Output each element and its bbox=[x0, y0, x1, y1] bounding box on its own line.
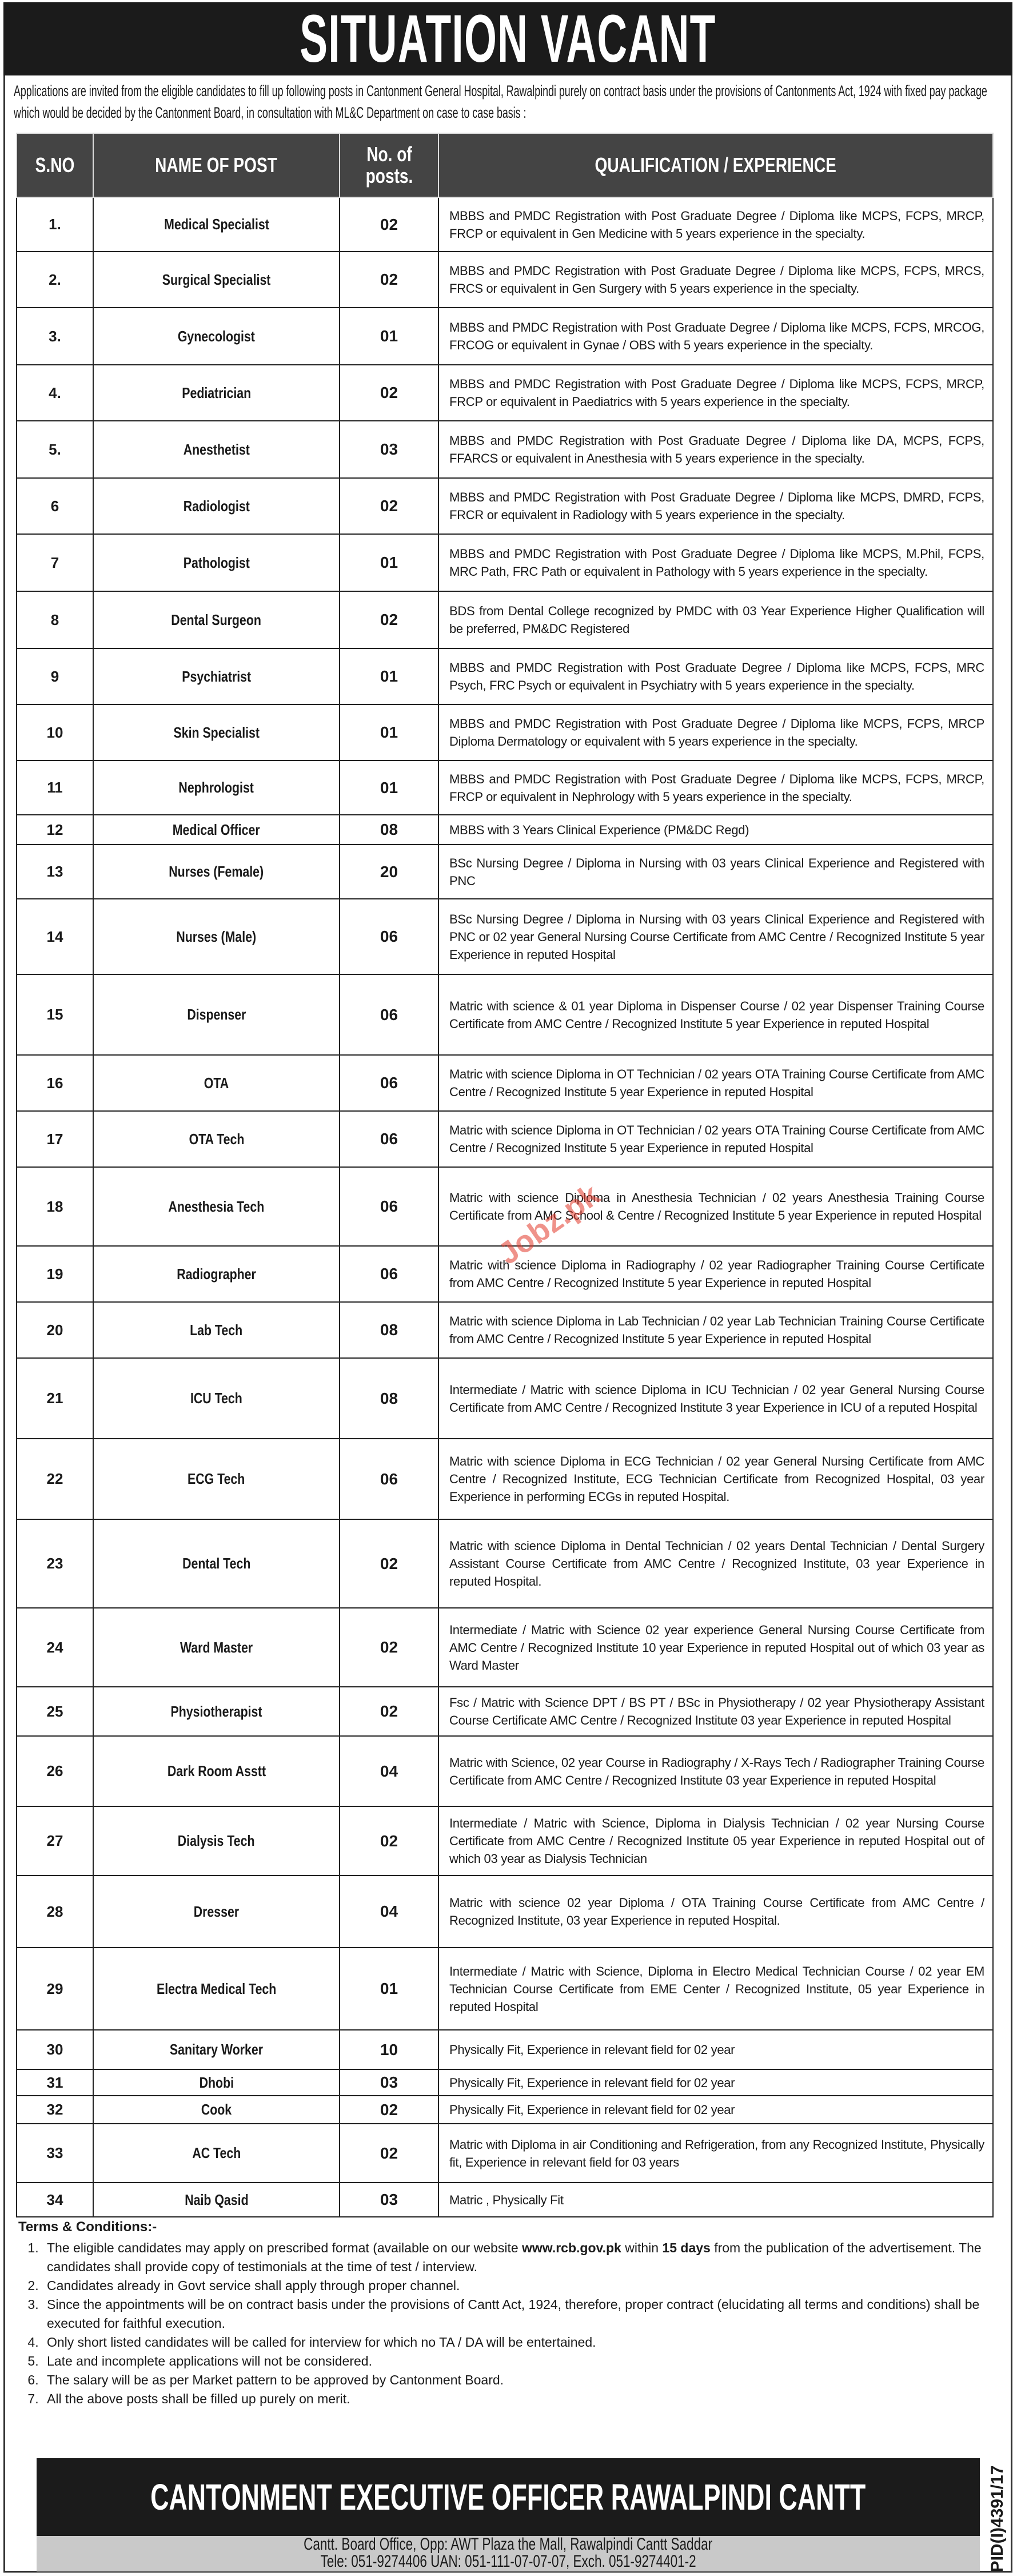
row-post-count: 01 bbox=[340, 648, 438, 704]
row-post-name: Radiographer bbox=[93, 1246, 340, 1302]
row-sno: 10 bbox=[17, 704, 93, 761]
row-sno: 12 bbox=[17, 815, 93, 845]
row-qualification: Matric with science Diploma in Radiography / 02 year Radiographer Training Course Certificate from AMC Centre / Recognized Institute 5 year Experience in reputed Hospital bbox=[438, 1246, 993, 1302]
row-qualification: Intermediate / Matric with Science, Diploma in Dialysis Technician / 02 year Nursing Course Certificate from AMC Centre / Recognized Institute 05 year Experience in reputed Hospital out of which 03 year as Dialysis Technician bbox=[438, 1806, 993, 1876]
row-qualification: Physically Fit, Experience in relevant field for 02 year bbox=[438, 2096, 993, 2124]
row-post-count: 02 bbox=[340, 1806, 438, 1876]
row-post-name: Medical Officer bbox=[93, 815, 340, 845]
table-row bbox=[17, 899, 993, 974]
row-post-name: ECG Tech bbox=[93, 1439, 340, 1519]
row-qualification: Matric with science Diploma in ECG Technician / 02 year General Nursing Certificate from AMC Centre / Recognized Institute, ECG Technician Certificate from Recognized Hospital, 03 year Experience in performing ECGs in reputed Hospital. bbox=[438, 1439, 993, 1519]
table-row bbox=[17, 197, 993, 252]
row-post-name: AC Tech bbox=[93, 2124, 340, 2183]
table-row bbox=[17, 478, 993, 534]
row-post-count: 02 bbox=[340, 2124, 438, 2183]
row-post-name: Lab Tech bbox=[93, 1302, 340, 1358]
row-qualification: Intermediate / Matric with science Diploma in ICU Technician / 02 year General Nursing Course Certificate from AMC Centre / Recognized Institute 3 year Experience in ICU of a reputed Hospital bbox=[438, 1358, 993, 1439]
intro-paragraph: Applications are invited from the eligible candidates to fill up following posts in Cantonment General Hospital, Rawalpindi purely on contract basis under the provisions of Cantonments Act, 1924 with fixed pay package which would be decided by the Cantonment Board, in consultation with ML&C Department on case to case basis : bbox=[14, 82, 987, 121]
row-post-count: 01 bbox=[340, 308, 438, 365]
table-row bbox=[17, 1736, 993, 1806]
term-item: 1. The eligible candidates may apply on prescribed format (available on our website www.rcb.gov.pk within 15 days from the publication of the advertisement. The candidates shall provide copy of testimonials at the time of test / interview. bbox=[42, 2239, 990, 2276]
row-sno: 27 bbox=[17, 1806, 93, 1876]
row-qualification: Matric with science & 01 year Diploma in Dispenser Course / 02 year Dispenser Training Course Certificate from AMC Centre / Recognized Institute 5 year Experience in reputed Hospital bbox=[438, 974, 993, 1055]
page-title: SITUATION VACANT bbox=[300, 1, 716, 77]
row-sno: 16 bbox=[17, 1055, 93, 1111]
header-sno: S.NO bbox=[17, 133, 93, 197]
row-post-name: Naib Qasid bbox=[93, 2183, 340, 2217]
table-row bbox=[17, 1111, 993, 1167]
header-name: NAME OF POST bbox=[93, 133, 340, 197]
row-post-name: Nurses (Male) bbox=[93, 899, 340, 974]
row-post-count: 01 bbox=[340, 1948, 438, 2030]
row-post-count: 02 bbox=[340, 1608, 438, 1687]
table-row bbox=[17, 1519, 993, 1608]
row-post-count: 03 bbox=[340, 2069, 438, 2096]
row-sno: 14 bbox=[17, 899, 93, 974]
row-post-count: 04 bbox=[340, 1876, 438, 1948]
office-name: CANTONMENT EXECUTIVE OFFICER RAWALPINDI CANTT bbox=[150, 2477, 866, 2518]
row-sno: 19 bbox=[17, 1246, 93, 1302]
table-header bbox=[17, 133, 993, 197]
row-post-name: Nurses (Female) bbox=[93, 845, 340, 899]
row-qualification: Physically Fit, Experience in relevant field for 02 year bbox=[438, 2030, 993, 2069]
row-post-count: 04 bbox=[340, 1736, 438, 1806]
row-qualification: Matric with science Diploma in Dental Technician / 02 years Dental Technician / Dental Surgery Assistant Course Certificate from AMC Centre / Recognized Institute, 03 year Experience in reputed Hospital. bbox=[438, 1519, 993, 1608]
row-qualification: MBBS and PMDC Registration with Post Graduate Degree / Diploma like MCPS, FCPS, MRCP, FRCP or equivalent in Nephrology with 5 years experience in the specialty. bbox=[438, 761, 993, 815]
row-post-count: 06 bbox=[340, 1439, 438, 1519]
row-qualification: Matric with science Diploma in Lab Technician / 02 year Lab Technician Training Course Certificate from AMC Centre / Recognized Institute 5 year Experience in reputed Hospital bbox=[438, 1302, 993, 1358]
table-row bbox=[17, 2069, 993, 2096]
row-post-count: 06 bbox=[340, 1055, 438, 1111]
row-post-name: Electra Medical Tech bbox=[93, 1948, 340, 2030]
row-post-count: 02 bbox=[340, 1519, 438, 1608]
row-qualification: Matric with science Diploma in OT Technician / 02 years OTA Training Course Certificate from AMC Centre / Recognized Institute 5 year Experience in reputed Hospital bbox=[438, 1055, 993, 1111]
row-post-name: Nephrologist bbox=[93, 761, 340, 815]
row-post-name: Surgical Specialist bbox=[93, 252, 340, 308]
row-sno: 18 bbox=[17, 1167, 93, 1246]
row-post-count: 02 bbox=[340, 365, 438, 421]
row-sno: 17 bbox=[17, 1111, 93, 1167]
row-sno: 32 bbox=[17, 2096, 93, 2124]
table-row bbox=[17, 1687, 993, 1736]
table-row bbox=[17, 308, 993, 365]
row-post-name: Dialysis Tech bbox=[93, 1806, 340, 1876]
row-sno: 15 bbox=[17, 974, 93, 1055]
row-qualification: MBBS and PMDC Registration with Post Graduate Degree / Diploma like MCPS, FCPS, MRCS, FRCS or equivalent in Gen Surgery with 5 years experience in the specialty. bbox=[438, 252, 993, 308]
table-row bbox=[17, 591, 993, 648]
row-qualification: MBBS and PMDC Registration with Post Graduate Degree / Diploma like MCPS, FCPS, MRCP, FRCP or equivalent in Paediatrics with 5 years experience in the specialty. bbox=[438, 365, 993, 421]
row-sno: 13 bbox=[17, 845, 93, 899]
row-post-name: OTA bbox=[93, 1055, 340, 1111]
terms-section bbox=[18, 2217, 990, 2408]
row-qualification: BDS from Dental College recognized by PMDC with 03 Year Experience Higher Qualification will be preferred, PM&DC Registered bbox=[438, 591, 993, 648]
terms-list bbox=[18, 2239, 990, 2408]
row-post-name: Anesthesia Tech bbox=[93, 1167, 340, 1246]
footer-address-block bbox=[37, 2536, 980, 2571]
header-posts: No. of posts. bbox=[340, 133, 438, 197]
watermark: Jobz.pk bbox=[492, 1177, 607, 1272]
row-post-count: 02 bbox=[340, 2096, 438, 2124]
row-post-name: Pediatrician bbox=[93, 365, 340, 421]
term-item: 2. Candidates already in Govt service shall apply through proper channel. bbox=[42, 2276, 990, 2295]
row-qualification: MBBS and PMDC Registration with Post Graduate Degree / Diploma like MCPS, DMRD, FCPS, FRCR or equivalent in Radiology with 5 years experience in the specialty. bbox=[438, 478, 993, 534]
row-qualification: Matric with science Diploma in OT Technician / 02 years OTA Training Course Certificate from AMC Centre / Recognized Institute 5 year Experience in reputed Hospital bbox=[438, 1111, 993, 1167]
row-post-name: Dark Room Asstt bbox=[93, 1736, 340, 1806]
row-sno: 5. bbox=[17, 421, 93, 478]
table-row bbox=[17, 2096, 993, 2124]
row-post-count: 02 bbox=[340, 197, 438, 252]
row-qualification: BSc Nursing Degree / Diploma in Nursing with 03 years Clinical Experience and Registered with PNC bbox=[438, 845, 993, 899]
row-qualification: MBBS and PMDC Registration with Post Graduate Degree / Diploma like MCPS, FCPS, MRCOG, FRCOG or equivalent in Gynae / OBS with 5 years experience in the specialty. bbox=[438, 308, 993, 365]
row-post-count: 03 bbox=[340, 2183, 438, 2217]
row-post-count: 01 bbox=[340, 534, 438, 591]
row-post-count: 08 bbox=[340, 1358, 438, 1439]
row-post-count: 06 bbox=[340, 1111, 438, 1167]
row-sno: 22 bbox=[17, 1439, 93, 1519]
row-sno: 20 bbox=[17, 1302, 93, 1358]
row-qualification: MBBS and PMDC Registration with Post Graduate Degree / Diploma like MCPS, FCPS, MRCP, FRCP or equivalent in Gen Medicine with 5 years experience in the specialty. bbox=[438, 197, 993, 252]
row-post-name: Gynecologist bbox=[93, 308, 340, 365]
row-post-name: Ward Master bbox=[93, 1608, 340, 1687]
terms-heading: Terms & Conditions:- bbox=[18, 2219, 157, 2235]
row-post-count: 10 bbox=[340, 2030, 438, 2069]
header-qualification: QUALIFICATION / EXPERIENCE bbox=[438, 133, 993, 197]
row-post-count: 03 bbox=[340, 421, 438, 478]
row-post-count: 20 bbox=[340, 845, 438, 899]
row-post-name: Psychiatrist bbox=[93, 648, 340, 704]
row-sno: 34 bbox=[17, 2183, 93, 2217]
row-post-count: 02 bbox=[340, 478, 438, 534]
table-row bbox=[17, 252, 993, 308]
table-row bbox=[17, 365, 993, 421]
row-qualification: Physically Fit, Experience in relevant field for 02 year bbox=[438, 2069, 993, 2096]
row-post-count: 08 bbox=[340, 1302, 438, 1358]
row-post-count: 06 bbox=[340, 1246, 438, 1302]
row-post-name: Pathologist bbox=[93, 534, 340, 591]
row-post-name: Anesthetist bbox=[93, 421, 340, 478]
table-row bbox=[17, 421, 993, 478]
row-qualification: MBBS and PMDC Registration with Post Graduate Degree / Diploma like MCPS, FCPS, MRC Psych, FRC Psych or equivalent in Psychiatry with 5 years experience in the specialty. bbox=[438, 648, 993, 704]
row-post-name: Radiologist bbox=[93, 478, 340, 534]
row-post-count: 08 bbox=[340, 815, 438, 845]
row-qualification: Matric , Physically Fit bbox=[438, 2183, 993, 2217]
row-sno: 26 bbox=[17, 1736, 93, 1806]
table-row bbox=[17, 648, 993, 704]
row-sno: 1. bbox=[17, 197, 93, 252]
table-row bbox=[17, 815, 993, 845]
row-post-name: Dhobi bbox=[93, 2069, 340, 2096]
row-post-count: 01 bbox=[340, 761, 438, 815]
term-item: 3. Since the appointments will be on contract basis under the provisions of Cantt Act, 1924, therefore, proper contract (elucidating all terms and conditions) shall be executed for faithful execution. bbox=[42, 2295, 990, 2333]
row-sno: 23 bbox=[17, 1519, 93, 1608]
row-qualification: MBBS and PMDC Registration with Post Graduate Degree / Diploma like MCPS, M.Phil, FCPS, MRC Path, FRC Path or equivalent in Pathology with 5 years experience in the specialty. bbox=[438, 534, 993, 591]
footer-office-banner bbox=[37, 2458, 980, 2536]
row-post-name: Skin Specialist bbox=[93, 704, 340, 761]
table-row bbox=[17, 761, 993, 815]
row-post-name: OTA Tech bbox=[93, 1111, 340, 1167]
row-sno: 2. bbox=[17, 252, 93, 308]
row-post-count: 02 bbox=[340, 591, 438, 648]
row-sno: 25 bbox=[17, 1687, 93, 1736]
row-post-count: 06 bbox=[340, 974, 438, 1055]
address: Cantt. Board Office, Opp: AWT Plaza the Mall, Rawalpindi Cantt Saddar bbox=[304, 2536, 713, 2554]
table-row bbox=[17, 1439, 993, 1519]
row-sno: 9 bbox=[17, 648, 93, 704]
row-post-count: 02 bbox=[340, 252, 438, 308]
term-item: 7. All the above posts shall be filled up purely on merit. bbox=[42, 2390, 990, 2408]
row-qualification: MBBS with 3 Years Clinical Experience (PM&DC Regd) bbox=[438, 815, 993, 845]
row-post-name: Dental Tech bbox=[93, 1519, 340, 1608]
row-sno: 28 bbox=[17, 1876, 93, 1948]
title-banner bbox=[3, 2, 1012, 75]
row-sno: 29 bbox=[17, 1948, 93, 2030]
row-qualification: MBBS and PMDC Registration with Post Graduate Degree / Diploma like DA, MCPS, FCPS, FFARCS or equivalent in Anesthesia with 5 years experience in the specialty. bbox=[438, 421, 993, 478]
website-link[interactable]: www.rcb.gov.pk bbox=[522, 2240, 621, 2255]
term-item: 5. Late and incomplete applications will not be considered. bbox=[42, 2352, 990, 2371]
row-post-name: Medical Specialist bbox=[93, 197, 340, 252]
table-row bbox=[17, 2030, 993, 2069]
table-row bbox=[17, 2124, 993, 2183]
table-row bbox=[17, 1608, 993, 1687]
table-row bbox=[17, 1358, 993, 1439]
row-post-count: 02 bbox=[340, 1687, 438, 1736]
row-sno: 6 bbox=[17, 478, 93, 534]
row-qualification: Matric with science Diploma in Anesthesia Technician / 02 years Anesthesia Training Course Certificate from AMC School & Centre / Recognized Institute 5 year Experience in reputed Hospital bbox=[438, 1167, 993, 1246]
row-sno: 8 bbox=[17, 591, 93, 648]
row-qualification: BSc Nursing Degree / Diploma in Nursing with 03 years Clinical Experience and Registered with PNC or 02 year General Nursing Course Certificate from AMC Centre / Recognized Institute 5 year Experience in reputed Hospital bbox=[438, 899, 993, 974]
row-qualification: Matric with Science, 02 year Course in Radiography / X-Rays Tech / Radiographer Training Course Certificate from AMC Centre / Recognized Institute 03 year Experience in reputed Hospital bbox=[438, 1736, 993, 1806]
table-row bbox=[17, 1806, 993, 1876]
row-qualification: Matric with science 02 year Diploma / OTA Training Course Certificate from AMC Centre / Recognized Institute, 03 year Experience in reputed Hospital. bbox=[438, 1876, 993, 1948]
table-row bbox=[17, 704, 993, 761]
row-qualification: MBBS and PMDC Registration with Post Graduate Degree / Diploma like MCPS, FCPS, MRCP Diploma Dermatology or equivalent with 5 years experience in the specialty. bbox=[438, 704, 993, 761]
pid-label: PID(I)4391/17 bbox=[988, 2465, 1007, 2573]
row-post-name: Sanitary Worker bbox=[93, 2030, 340, 2069]
row-post-name: ICU Tech bbox=[93, 1358, 340, 1439]
row-sno: 24 bbox=[17, 1608, 93, 1687]
row-post-name: Dental Surgeon bbox=[93, 591, 340, 648]
row-sno: 11 bbox=[17, 761, 93, 815]
row-sno: 3. bbox=[17, 308, 93, 365]
table-row bbox=[17, 2183, 993, 2217]
row-sno: 4. bbox=[17, 365, 93, 421]
row-sno: 33 bbox=[17, 2124, 93, 2183]
row-sno: 21 bbox=[17, 1358, 93, 1439]
row-post-count: 01 bbox=[340, 704, 438, 761]
table-row bbox=[17, 1948, 993, 2030]
row-post-count: 06 bbox=[340, 1167, 438, 1246]
row-qualification: Fsc / Matric with Science DPT / BS PT / BSc in Physiotherapy / 02 year Physiotherapy Assistant Course Certificate AMC Centre / Recognized Institute 03 year Experience in reputed Hospital bbox=[438, 1687, 993, 1736]
row-sno: 31 bbox=[17, 2069, 93, 2096]
row-qualification: Intermediate / Matric with Science 02 year experience General Nursing Course Certificate from AMC Centre / Recognized Institute 10 year Experience in reputed Hospital out of which 03 year as Ward Master bbox=[438, 1608, 993, 1687]
vacancy-table bbox=[16, 133, 994, 2217]
row-sno: 30 bbox=[17, 2030, 93, 2069]
table-row bbox=[17, 1876, 993, 1948]
table-row bbox=[17, 845, 993, 899]
phone-numbers: Tele: 051-9274406 UAN: 051-111-07-07-07, Exch. 051-9274401-2 bbox=[320, 2552, 696, 2571]
row-post-name: Physiotherapist bbox=[93, 1687, 340, 1736]
table-row bbox=[17, 534, 993, 591]
term-item: 6. The salary will be as per Market pattern to be approved by Cantonment Board. bbox=[42, 2371, 990, 2390]
row-post-name: Dresser bbox=[93, 1876, 340, 1948]
table-row bbox=[17, 1302, 993, 1358]
row-sno: 7 bbox=[17, 534, 93, 591]
row-post-name: Cook bbox=[93, 2096, 340, 2124]
row-qualification: Matric with Diploma in air Conditioning and Refrigeration, from any Recognized Institute, Physically fit, Experience in relevant field for 03 years bbox=[438, 2124, 993, 2183]
table-row bbox=[17, 974, 993, 1055]
row-post-name: Dispenser bbox=[93, 974, 340, 1055]
row-post-count: 06 bbox=[340, 899, 438, 974]
term-item: 4. Only short listed candidates will be called for interview for which no TA / DA will be entertained. bbox=[42, 2333, 990, 2352]
row-qualification: Intermediate / Matric with Science, Diploma in Electro Medical Technician Course / 02 year EM Technician Course Certificate from EME Center / Recognized Institute, 05 year Experience in reputed Hospital bbox=[438, 1948, 993, 2030]
table-row bbox=[17, 1055, 993, 1111]
